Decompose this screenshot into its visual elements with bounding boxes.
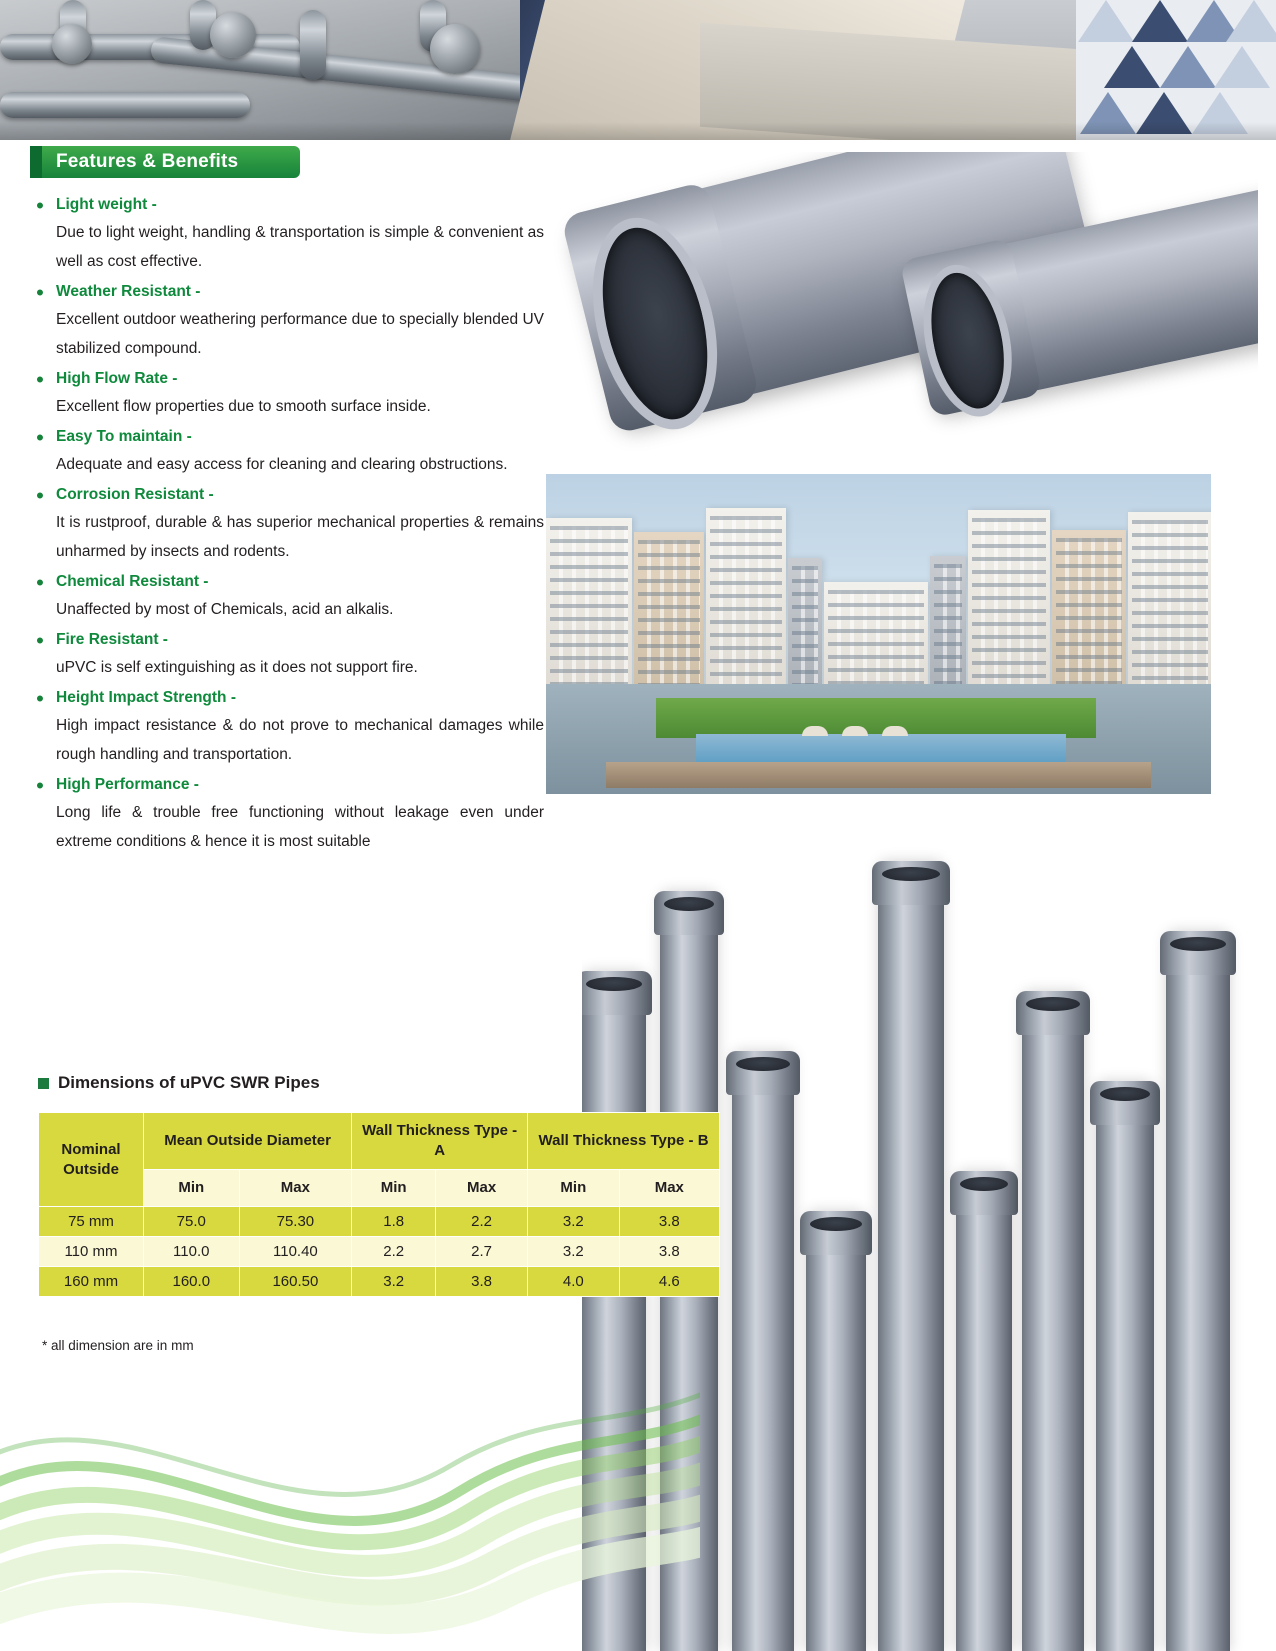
walkway <box>606 762 1151 788</box>
feature-item <box>24 685 544 769</box>
stack-pipe-1 <box>582 971 646 1651</box>
banner-pipe-cap-2 <box>430 24 480 74</box>
stack-pipe-5 <box>878 861 944 1651</box>
banner-pipe-horizontal-2 <box>0 92 250 118</box>
feature-title: Weather Resistant - <box>56 283 201 300</box>
cell-nominal: 160 mm <box>39 1267 144 1297</box>
feature-item <box>24 279 544 363</box>
cell-wtb-max: 3.8 <box>619 1207 719 1237</box>
swimming-pool <box>696 734 1066 764</box>
feature-title: Chemical Resistant - <box>56 573 209 590</box>
cell-wtb-max: 4.6 <box>619 1267 719 1297</box>
banner-triangle-6 <box>1160 46 1216 88</box>
cell-wtb-min: 4.0 <box>528 1267 620 1297</box>
stack-pipe-4 <box>806 1211 866 1651</box>
table-note: * all dimension are in mm <box>42 1338 194 1353</box>
building-8 <box>1052 530 1126 708</box>
bullet-icon: • <box>36 570 44 595</box>
stack-pipe-8 <box>1096 1081 1154 1651</box>
poolside-umbrella-3 <box>882 726 908 736</box>
table-subcol-mod-min: Min <box>144 1170 240 1207</box>
bullet-icon: • <box>36 193 44 218</box>
stack-pipe-9 <box>1166 931 1230 1651</box>
stack-pipe-6 <box>956 1171 1012 1651</box>
feature-item <box>24 482 544 566</box>
building-7 <box>968 510 1050 708</box>
stack-pipe-9-opening <box>1170 937 1226 951</box>
cell-mod-max: 110.40 <box>239 1237 352 1267</box>
dimensions-table <box>38 1112 720 1297</box>
bullet-icon: • <box>36 483 44 508</box>
project-image-apartments <box>546 474 1211 794</box>
feature-title: High Flow Rate - <box>56 370 178 387</box>
feature-title: Light weight - <box>56 196 157 213</box>
cell-wta-min: 1.8 <box>352 1207 436 1237</box>
banner-pipe-cap-3 <box>52 24 92 64</box>
table-col-wall-thickness-b: Wall Thickness Type - B <box>528 1113 720 1170</box>
feature-description: Excellent outdoor weathering performance due to specially blended UV stabilized compound. <box>56 311 544 357</box>
cell-wta-min: 2.2 <box>352 1237 436 1267</box>
table-heading-text: Dimensions of uPVC SWR Pipes <box>58 1073 320 1092</box>
building-3 <box>706 508 786 708</box>
section-header-accent-bar <box>30 146 42 178</box>
feature-description: Adequate and easy access for cleaning and clearing obstructions. <box>56 456 508 473</box>
banner-triangle-4 <box>1226 0 1276 42</box>
bullet-icon: • <box>36 773 44 798</box>
table-subcol-wta-min: Min <box>352 1170 436 1207</box>
table-subcol-wta-max: Max <box>436 1170 528 1207</box>
feature-item <box>24 366 544 421</box>
feature-description: It is rustproof, durable & has superior mechanical properties & remains unharmed by insects and rodents. <box>56 514 544 560</box>
stack-pipe-2-opening <box>664 897 714 911</box>
bullet-icon: • <box>36 280 44 305</box>
table-col-wall-thickness-a: Wall Thickness Type - A <box>352 1113 528 1170</box>
banner-bottom-shadow <box>0 122 1276 140</box>
feature-item <box>24 569 544 624</box>
feature-description: Due to light weight, handling & transportation is simple & convenient as well as cost effective. <box>56 224 544 270</box>
stack-pipe-3-opening <box>736 1057 790 1071</box>
table-subcol-wtb-max: Max <box>619 1170 719 1207</box>
cell-nominal: 75 mm <box>39 1207 144 1237</box>
feature-description: High impact resistance & do not prove to mechanical damages while rough handling and transportation. <box>56 717 544 763</box>
features-list <box>24 192 544 859</box>
cell-wtb-min: 3.2 <box>528 1207 620 1237</box>
poolside-umbrella-1 <box>802 726 828 736</box>
table-heading <box>38 1073 320 1093</box>
cell-mod-min: 75.0 <box>144 1207 240 1237</box>
cell-mod-min: 110.0 <box>144 1237 240 1267</box>
feature-item <box>24 424 544 479</box>
bullet-icon: • <box>36 686 44 711</box>
lawn-area <box>656 698 1096 738</box>
feature-item <box>24 192 544 276</box>
cell-mod-max: 75.30 <box>239 1207 352 1237</box>
table-row <box>39 1237 720 1267</box>
cell-nominal: 110 mm <box>39 1237 144 1267</box>
feature-item <box>24 772 544 856</box>
feature-title: Fire Resistant - <box>56 631 168 648</box>
stack-pipe-7-opening <box>1026 997 1080 1011</box>
section-header-title: Features & Benefits <box>56 151 239 172</box>
poolside-umbrella-2 <box>842 726 868 736</box>
stack-pipe-5-opening <box>882 867 940 881</box>
stack-pipe-1-opening <box>586 977 642 991</box>
banner-image-pipes-ceiling <box>0 0 1276 140</box>
stack-pipe-6-opening <box>960 1177 1008 1191</box>
feature-title: Corrosion Resistant - <box>56 486 214 503</box>
section-header-features-benefits <box>30 146 300 178</box>
stack-pipe-4-opening <box>810 1217 862 1231</box>
table-col-mean-outside-diameter: Mean Outside Diameter <box>144 1113 352 1170</box>
cell-wta-max: 2.7 <box>436 1237 528 1267</box>
feature-item <box>24 627 544 682</box>
bullet-icon: • <box>36 628 44 653</box>
table-row <box>39 1207 720 1237</box>
building-2 <box>634 532 704 708</box>
cell-mod-min: 160.0 <box>144 1267 240 1297</box>
cell-mod-max: 160.50 <box>239 1267 352 1297</box>
banner-triangle-5 <box>1104 46 1160 88</box>
table-subcol-mod-max: Max <box>239 1170 352 1207</box>
cell-wtb-max: 3.8 <box>619 1237 719 1267</box>
table-row <box>39 1267 720 1297</box>
banner-triangle-7 <box>1214 46 1270 88</box>
feature-title: High Performance - <box>56 776 199 793</box>
feature-description: uPVC is self extinguishing as it does not support fire. <box>56 659 418 676</box>
banner-pipe-cap-1 <box>210 12 256 58</box>
bullet-icon: • <box>36 367 44 392</box>
building-9 <box>1128 512 1211 708</box>
table-group-header-row <box>39 1113 720 1170</box>
cell-wta-min: 3.2 <box>352 1267 436 1297</box>
table-col-nominal-outside: Nominal Outside <box>39 1113 144 1207</box>
product-image-two-pipes <box>546 152 1258 452</box>
cell-wtb-min: 3.2 <box>528 1237 620 1267</box>
cell-wta-max: 3.8 <box>436 1267 528 1297</box>
feature-title: Easy To maintain - <box>56 428 192 445</box>
banner-triangle-2 <box>1132 0 1188 42</box>
feature-description: Long life & trouble free functioning without leakage even under extreme conditions & hence it is most suitable <box>56 804 544 850</box>
banner-triangle-1 <box>1078 0 1134 42</box>
stack-pipe-3 <box>732 1051 794 1651</box>
banner-pipe-vertical-3 <box>300 10 326 80</box>
building-1 <box>546 518 632 708</box>
table-subcol-wtb-min: Min <box>528 1170 620 1207</box>
stack-pipe-7 <box>1022 991 1084 1651</box>
feature-description: Unaffected by most of Chemicals, acid an alkalis. <box>56 601 394 618</box>
feature-title: Height Impact Strength - <box>56 689 236 706</box>
bullet-icon: • <box>36 425 44 450</box>
banner-triangle-pattern <box>1076 0 1276 140</box>
square-bullet-icon <box>38 1078 49 1089</box>
cell-wta-max: 2.2 <box>436 1207 528 1237</box>
feature-description: Excellent flow properties due to smooth surface inside. <box>56 398 431 415</box>
stack-pipe-8-opening <box>1100 1087 1150 1101</box>
